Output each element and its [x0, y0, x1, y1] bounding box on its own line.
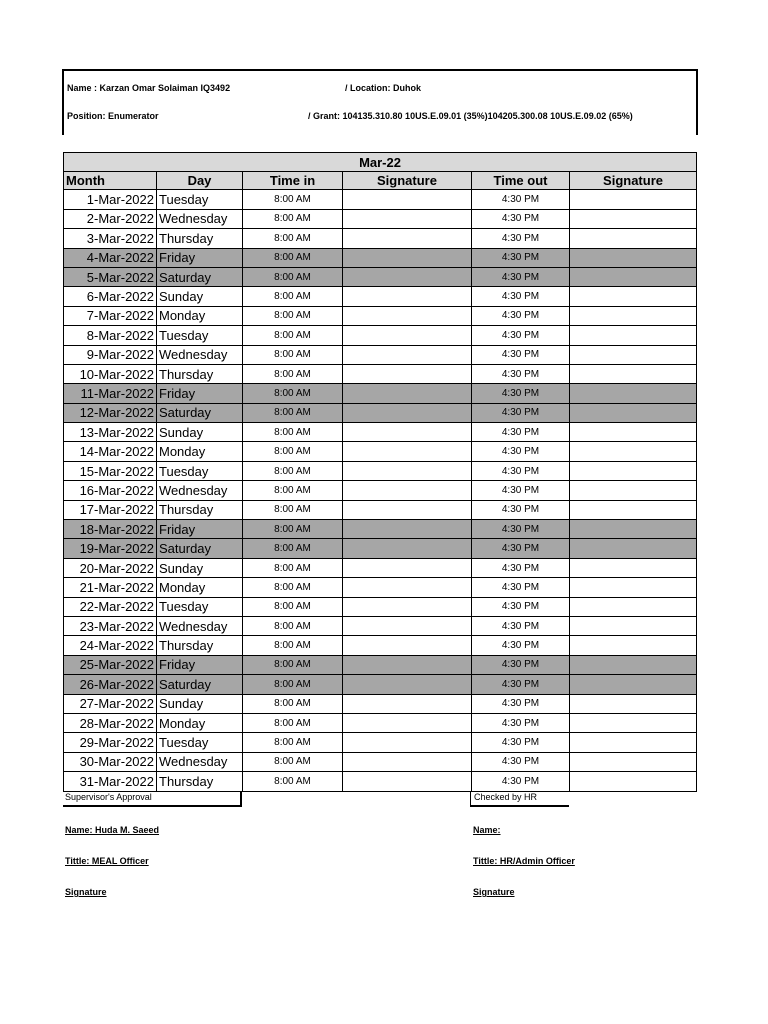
row-date: 24-Mar-2022 [64, 636, 157, 655]
table-row [64, 597, 697, 616]
table-row [64, 539, 697, 558]
row-signature-out [570, 403, 697, 422]
employee-header [62, 69, 698, 135]
table-row [64, 267, 697, 286]
row-day: Monday [157, 442, 243, 461]
row-time-in: 8:00 AM [243, 345, 343, 364]
row-time-out: 4:30 PM [472, 209, 570, 228]
row-time-in: 8:00 AM [243, 248, 343, 267]
table-row [64, 675, 697, 694]
col-time-in: Time in [243, 172, 343, 190]
row-day: Friday [157, 384, 243, 403]
row-time-in: 8:00 AM [243, 597, 343, 616]
table-row [64, 616, 697, 635]
row-time-in: 8:00 AM [243, 481, 343, 500]
row-time-out: 4:30 PM [472, 616, 570, 635]
row-day: Tuesday [157, 597, 243, 616]
row-signature-in [343, 248, 472, 267]
row-time-out: 4:30 PM [472, 306, 570, 325]
row-signature-out [570, 578, 697, 597]
row-time-out: 4:30 PM [472, 772, 570, 791]
row-signature-out [570, 248, 697, 267]
row-time-in: 8:00 AM [243, 772, 343, 791]
row-date: 25-Mar-2022 [64, 655, 157, 674]
row-day: Tuesday [157, 733, 243, 752]
row-date: 5-Mar-2022 [64, 267, 157, 286]
row-time-out: 4:30 PM [472, 461, 570, 480]
row-time-out: 4:30 PM [472, 326, 570, 345]
table-row [64, 287, 697, 306]
row-day: Friday [157, 520, 243, 539]
row-signature-out [570, 694, 697, 713]
col-time-out: Time out [472, 172, 570, 190]
row-signature-in [343, 752, 472, 771]
row-time-in: 8:00 AM [243, 733, 343, 752]
row-date: 28-Mar-2022 [64, 713, 157, 732]
row-date: 15-Mar-2022 [64, 461, 157, 480]
row-signature-in [343, 616, 472, 635]
row-signature-in [343, 636, 472, 655]
row-day: Thursday [157, 229, 243, 248]
row-signature-in [343, 539, 472, 558]
row-date: 11-Mar-2022 [64, 384, 157, 403]
row-day: Thursday [157, 772, 243, 791]
table-row [64, 733, 697, 752]
row-time-in: 8:00 AM [243, 655, 343, 674]
table-row [64, 423, 697, 442]
row-time-in: 8:00 AM [243, 423, 343, 442]
row-date: 21-Mar-2022 [64, 578, 157, 597]
row-signature-out [570, 306, 697, 325]
table-row [64, 461, 697, 480]
table-row [64, 520, 697, 539]
row-signature-out [570, 481, 697, 500]
row-date: 6-Mar-2022 [64, 287, 157, 306]
row-signature-out [570, 733, 697, 752]
row-date: 10-Mar-2022 [64, 364, 157, 383]
row-time-out: 4:30 PM [472, 520, 570, 539]
row-time-out: 4:30 PM [472, 423, 570, 442]
table-row [64, 636, 697, 655]
row-signature-in [343, 209, 472, 228]
table-row [64, 326, 697, 345]
col-day: Day [157, 172, 243, 190]
row-time-out: 4:30 PM [472, 481, 570, 500]
row-time-in: 8:00 AM [243, 520, 343, 539]
row-time-out: 4:30 PM [472, 267, 570, 286]
row-signature-in [343, 713, 472, 732]
row-time-out: 4:30 PM [472, 248, 570, 267]
row-date: 7-Mar-2022 [64, 306, 157, 325]
row-signature-out [570, 287, 697, 306]
checked-by-hr-box [470, 791, 569, 807]
row-time-out: 4:30 PM [472, 694, 570, 713]
row-day: Wednesday [157, 616, 243, 635]
row-signature-in [343, 655, 472, 674]
table-row [64, 345, 697, 364]
table-row [64, 578, 697, 597]
row-signature-out [570, 675, 697, 694]
row-day: Tuesday [157, 326, 243, 345]
row-signature-out [570, 636, 697, 655]
row-signature-in [343, 306, 472, 325]
row-signature-out [570, 616, 697, 635]
row-day: Monday [157, 713, 243, 732]
row-signature-out [570, 384, 697, 403]
row-time-out: 4:30 PM [472, 597, 570, 616]
row-signature-in [343, 481, 472, 500]
row-signature-in [343, 190, 472, 209]
row-time-out: 4:30 PM [472, 655, 570, 674]
row-signature-in [343, 520, 472, 539]
row-date: 8-Mar-2022 [64, 326, 157, 345]
row-signature-in [343, 267, 472, 286]
attendance-table [63, 152, 697, 792]
checked-by-hr-label: Checked by HR [474, 792, 538, 802]
row-day: Sunday [157, 287, 243, 306]
table-row [64, 306, 697, 325]
row-date: 29-Mar-2022 [64, 733, 157, 752]
row-signature-out [570, 597, 697, 616]
row-time-out: 4:30 PM [472, 190, 570, 209]
row-day: Saturday [157, 539, 243, 558]
row-time-in: 8:00 AM [243, 306, 343, 325]
row-time-in: 8:00 AM [243, 442, 343, 461]
table-row [64, 209, 697, 228]
row-time-out: 4:30 PM [472, 500, 570, 519]
row-signature-out [570, 539, 697, 558]
row-time-in: 8:00 AM [243, 287, 343, 306]
row-day: Sunday [157, 423, 243, 442]
row-date: 3-Mar-2022 [64, 229, 157, 248]
row-date: 31-Mar-2022 [64, 772, 157, 791]
row-time-out: 4:30 PM [472, 558, 570, 577]
table-row [64, 752, 697, 771]
table-row [64, 229, 697, 248]
grant: / Grant: 104135.310.80 10US.E.09.01 (35%)104205.300.08 10US.E.09.02 (65%) [308, 111, 633, 121]
supervisor-signature: Signature [65, 887, 107, 897]
row-time-out: 4:30 PM [472, 636, 570, 655]
supervisor-title: Tittle: MEAL Officer [65, 856, 149, 866]
hr-signature: Signature [473, 887, 515, 897]
row-signature-in [343, 384, 472, 403]
row-signature-out [570, 442, 697, 461]
row-time-out: 4:30 PM [472, 733, 570, 752]
row-time-out: 4:30 PM [472, 713, 570, 732]
row-time-in: 8:00 AM [243, 364, 343, 383]
row-date: 16-Mar-2022 [64, 481, 157, 500]
row-time-in: 8:00 AM [243, 403, 343, 422]
table-row [64, 772, 697, 791]
row-date: 30-Mar-2022 [64, 752, 157, 771]
col-signature-in: Signature [343, 172, 472, 190]
table-row [64, 694, 697, 713]
hr-name: Name: [473, 825, 501, 835]
row-date: 2-Mar-2022 [64, 209, 157, 228]
table-row [64, 655, 697, 674]
row-time-in: 8:00 AM [243, 713, 343, 732]
row-time-out: 4:30 PM [472, 345, 570, 364]
table-row [64, 384, 697, 403]
row-signature-out [570, 229, 697, 248]
row-time-in: 8:00 AM [243, 539, 343, 558]
row-date: 18-Mar-2022 [64, 520, 157, 539]
row-date: 12-Mar-2022 [64, 403, 157, 422]
table-row [64, 364, 697, 383]
hr-title: Tittle: HR/Admin Officer [473, 856, 575, 866]
row-signature-in [343, 345, 472, 364]
row-time-out: 4:30 PM [472, 229, 570, 248]
row-signature-out [570, 520, 697, 539]
row-time-in: 8:00 AM [243, 558, 343, 577]
row-signature-out [570, 345, 697, 364]
row-signature-in [343, 675, 472, 694]
row-day: Wednesday [157, 752, 243, 771]
table-row [64, 558, 697, 577]
row-date: 9-Mar-2022 [64, 345, 157, 364]
row-signature-out [570, 423, 697, 442]
row-date: 14-Mar-2022 [64, 442, 157, 461]
row-signature-in [343, 500, 472, 519]
row-signature-out [570, 326, 697, 345]
row-time-in: 8:00 AM [243, 326, 343, 345]
row-signature-in [343, 694, 472, 713]
row-time-in: 8:00 AM [243, 190, 343, 209]
row-time-in: 8:00 AM [243, 229, 343, 248]
row-signature-in [343, 403, 472, 422]
row-day: Wednesday [157, 345, 243, 364]
table-row [64, 248, 697, 267]
location: / Location: Duhok [345, 83, 421, 93]
row-date: 23-Mar-2022 [64, 616, 157, 635]
row-signature-out [570, 713, 697, 732]
row-signature-out [570, 558, 697, 577]
row-date: 1-Mar-2022 [64, 190, 157, 209]
row-day: Sunday [157, 694, 243, 713]
row-time-in: 8:00 AM [243, 694, 343, 713]
row-signature-out [570, 752, 697, 771]
row-signature-in [343, 364, 472, 383]
row-time-in: 8:00 AM [243, 636, 343, 655]
row-day: Wednesday [157, 481, 243, 500]
row-time-out: 4:30 PM [472, 442, 570, 461]
row-time-out: 4:30 PM [472, 752, 570, 771]
row-time-in: 8:00 AM [243, 461, 343, 480]
row-signature-out [570, 772, 697, 791]
row-signature-out [570, 655, 697, 674]
column-headers [64, 172, 697, 190]
row-day: Saturday [157, 267, 243, 286]
row-signature-out [570, 209, 697, 228]
row-signature-in [343, 326, 472, 345]
row-date: 13-Mar-2022 [64, 423, 157, 442]
row-signature-out [570, 364, 697, 383]
row-signature-in [343, 733, 472, 752]
row-date: 27-Mar-2022 [64, 694, 157, 713]
row-date: 26-Mar-2022 [64, 675, 157, 694]
row-signature-in [343, 597, 472, 616]
row-day: Thursday [157, 636, 243, 655]
table-row [64, 500, 697, 519]
row-time-in: 8:00 AM [243, 500, 343, 519]
row-signature-in [343, 442, 472, 461]
row-day: Thursday [157, 500, 243, 519]
row-time-in: 8:00 AM [243, 384, 343, 403]
row-time-in: 8:00 AM [243, 267, 343, 286]
row-day: Friday [157, 248, 243, 267]
col-signature-out: Signature [570, 172, 697, 190]
row-signature-out [570, 267, 697, 286]
row-signature-in [343, 578, 472, 597]
row-day: Monday [157, 578, 243, 597]
row-day: Friday [157, 655, 243, 674]
row-signature-in [343, 229, 472, 248]
row-time-in: 8:00 AM [243, 209, 343, 228]
row-day: Sunday [157, 558, 243, 577]
row-time-out: 4:30 PM [472, 403, 570, 422]
row-time-in: 8:00 AM [243, 675, 343, 694]
row-signature-in [343, 461, 472, 480]
row-day: Wednesday [157, 209, 243, 228]
row-signature-in [343, 423, 472, 442]
employee-name: Name : Karzan Omar Solaiman IQ3492 [67, 83, 231, 93]
row-signature-in [343, 772, 472, 791]
row-time-out: 4:30 PM [472, 364, 570, 383]
row-time-out: 4:30 PM [472, 384, 570, 403]
row-day: Tuesday [157, 190, 243, 209]
table-row [64, 713, 697, 732]
row-day: Tuesday [157, 461, 243, 480]
table-row [64, 190, 697, 209]
row-signature-in [343, 287, 472, 306]
supervisor-approval-box [63, 791, 242, 807]
table-row [64, 403, 697, 422]
row-signature-out [570, 500, 697, 519]
month-title: Mar-22 [64, 153, 697, 172]
row-date: 4-Mar-2022 [64, 248, 157, 267]
row-time-in: 8:00 AM [243, 616, 343, 635]
supervisor-approval-label: Supervisor's Approval [65, 792, 152, 802]
row-time-out: 4:30 PM [472, 539, 570, 558]
row-signature-out [570, 190, 697, 209]
row-time-in: 8:00 AM [243, 752, 343, 771]
row-date: 17-Mar-2022 [64, 500, 157, 519]
row-day: Monday [157, 306, 243, 325]
supervisor-name: Name: Huda M. Saeed [65, 825, 160, 835]
row-time-out: 4:30 PM [472, 287, 570, 306]
row-time-in: 8:00 AM [243, 578, 343, 597]
position: Position: Enumerator [67, 111, 159, 121]
col-month: Month [64, 172, 157, 190]
row-day: Saturday [157, 675, 243, 694]
row-signature-in [343, 558, 472, 577]
row-date: 20-Mar-2022 [64, 558, 157, 577]
row-day: Thursday [157, 364, 243, 383]
row-date: 22-Mar-2022 [64, 597, 157, 616]
row-signature-out [570, 461, 697, 480]
table-row [64, 481, 697, 500]
table-row [64, 442, 697, 461]
row-time-out: 4:30 PM [472, 675, 570, 694]
row-time-out: 4:30 PM [472, 578, 570, 597]
row-date: 19-Mar-2022 [64, 539, 157, 558]
row-day: Saturday [157, 403, 243, 422]
